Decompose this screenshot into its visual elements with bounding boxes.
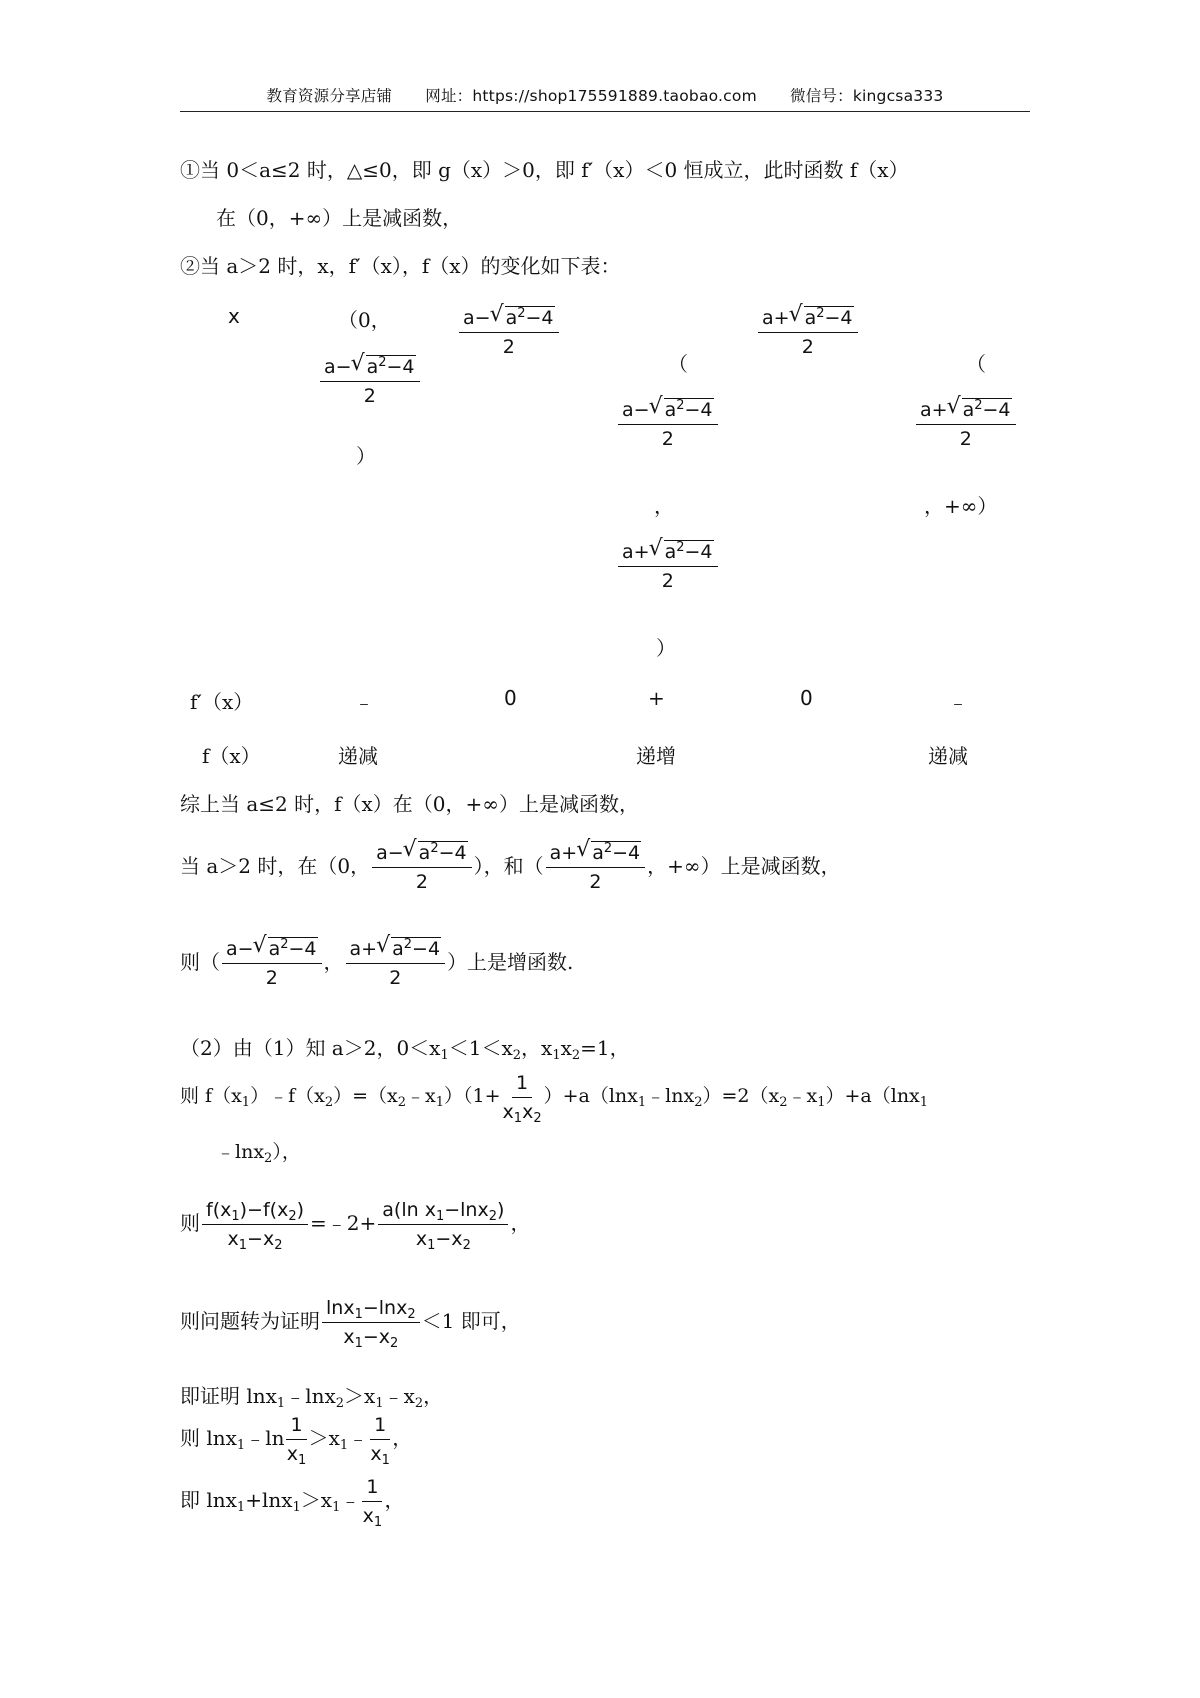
subscript: 1 xyxy=(435,1209,445,1224)
math-text: )−f(x xyxy=(239,1199,289,1221)
subscript: 1 xyxy=(298,1453,307,1468)
summary3-text-a: 则（ xyxy=(180,950,220,974)
fraction-upper-root xyxy=(756,306,860,359)
diff-text: ）﹣f（x xyxy=(250,1085,325,1107)
header-shop: 教育资源分享店铺 xyxy=(266,87,393,105)
table-row2-label: f′（x） xyxy=(190,690,254,714)
prove-line-2 xyxy=(180,1408,412,1468)
subscript: 2 xyxy=(288,1209,297,1224)
subscript: 2 xyxy=(512,1048,522,1063)
prove-text: 则 lnx xyxy=(180,1426,237,1450)
subscript: 1 xyxy=(354,1307,363,1322)
goal-text: ＜1 即可， xyxy=(421,1309,521,1333)
math-a-plus: a+ xyxy=(622,541,650,563)
math-text: lnx xyxy=(326,1297,355,1319)
subscript: 2 xyxy=(694,1095,703,1110)
math-tail: −4 xyxy=(684,541,713,563)
prove-text: ， xyxy=(384,1488,405,1512)
part2-line xyxy=(180,1034,630,1062)
math-den: 2 xyxy=(389,967,402,989)
math-a-minus: a− xyxy=(324,356,352,378)
math-exp: 2 xyxy=(603,841,613,856)
math-tail: −4 xyxy=(288,938,317,960)
subscript: 1 xyxy=(238,1238,248,1253)
math-x: x xyxy=(370,1443,382,1465)
math-text: a(ln x xyxy=(382,1199,436,1221)
math-num: 1 xyxy=(286,1413,306,1440)
subscript: 1 xyxy=(236,1500,246,1515)
math-a-plus: a+ xyxy=(349,938,378,960)
diff-text: ）=2（x xyxy=(702,1085,780,1107)
subscript: 1 xyxy=(637,1095,647,1110)
math-den: 2 xyxy=(363,385,376,407)
math-den: 2 xyxy=(661,428,674,450)
diff-text: ﹣x xyxy=(406,1085,436,1107)
prove-text: ﹣x xyxy=(383,1384,415,1408)
ratio-text: 则 xyxy=(180,1211,200,1235)
table-c3-open: （ xyxy=(668,352,688,376)
subscript: 2 xyxy=(488,1209,498,1224)
math-den: 2 xyxy=(415,871,428,893)
math-exp: 2 xyxy=(517,306,526,321)
subscript: 1 xyxy=(375,1396,384,1411)
math-text: ) xyxy=(296,1199,305,1221)
summary-line-2 xyxy=(180,836,841,896)
math-text: −x xyxy=(435,1228,463,1250)
subscript: 1 xyxy=(332,1500,341,1515)
table-row2-val-3: + xyxy=(648,686,665,710)
case2-line: ②当 a＞2 时，x，f′（x），f（x）的变化如下表： xyxy=(180,254,621,278)
summary3-text-c: ）上是增函数. xyxy=(447,950,574,974)
math-a-minus: a− xyxy=(622,399,650,421)
math-x: x xyxy=(362,1505,374,1527)
math-x: x xyxy=(415,1228,428,1250)
prove-text: ﹣ xyxy=(348,1426,369,1450)
diff-text: ）+a（lnx xyxy=(543,1085,638,1107)
page-header xyxy=(180,84,1030,106)
prove-text: 即证明 lnx xyxy=(180,1384,277,1408)
diff-text: 则 f（x xyxy=(180,1085,242,1107)
diff-text: ）， xyxy=(272,1141,301,1163)
math-exp: 2 xyxy=(430,841,439,856)
prove-text: ＞x xyxy=(344,1384,376,1408)
header-rule xyxy=(180,111,1030,112)
math-x: x xyxy=(522,1100,534,1123)
math-a: a xyxy=(392,938,404,960)
subscript: 1 xyxy=(440,1048,449,1063)
math-den: 2 xyxy=(661,570,674,592)
table-c3-comma: ， xyxy=(654,494,674,518)
table-row2-val-2: 0 xyxy=(504,686,517,710)
prove-text: ＞x xyxy=(308,1426,340,1450)
math-tail: −4 xyxy=(684,399,713,421)
diff-text: ）=（x xyxy=(333,1085,398,1107)
table-row1-label: x xyxy=(228,304,240,328)
table-row2-val-5: ﹣ xyxy=(948,690,968,714)
math-x: x xyxy=(502,1100,514,1123)
subscript: 1 xyxy=(292,1500,301,1515)
prove-text: ﹣ln xyxy=(245,1426,285,1450)
math-exp: 2 xyxy=(676,398,685,413)
prove-text: ＞x xyxy=(300,1488,333,1512)
math-text: ) xyxy=(497,1199,505,1221)
table-row3-val-2: 递增 xyxy=(636,744,676,768)
math-num: 1 xyxy=(512,1071,532,1098)
subscript: 2 xyxy=(533,1110,542,1126)
math-text: −x xyxy=(247,1228,275,1250)
table-c1-open: （0， xyxy=(338,308,391,332)
math-a-plus: a+ xyxy=(920,399,948,421)
subscript: 1 xyxy=(236,1438,246,1453)
fraction-lower-root xyxy=(457,306,561,359)
table-c3-close: ） xyxy=(656,636,676,660)
subscript: 1 xyxy=(427,1238,436,1253)
summary-line-3 xyxy=(180,932,573,992)
math-tail: −4 xyxy=(824,307,853,329)
subscript: 1 xyxy=(339,1438,349,1453)
math-a-minus: a− xyxy=(226,938,254,960)
p2-text-d: x xyxy=(560,1036,572,1060)
math-a: a xyxy=(268,938,281,960)
prove-text: ， xyxy=(423,1384,444,1408)
math-tail: −4 xyxy=(412,938,441,960)
subscript: 2 xyxy=(274,1238,283,1253)
subscript: 2 xyxy=(407,1307,416,1322)
math-a: a xyxy=(664,399,677,421)
math-tail: −4 xyxy=(612,842,641,864)
fraction-upper-root xyxy=(616,540,720,593)
header-wechat: 微信号：kingcsa333 xyxy=(790,87,944,105)
subscript: 2 xyxy=(324,1095,334,1110)
subscript: 2 xyxy=(335,1396,345,1411)
math-exp: 2 xyxy=(378,355,387,370)
subscript: 1 xyxy=(552,1048,561,1063)
subscript: 1 xyxy=(276,1396,286,1411)
p2-text-e: =1， xyxy=(580,1036,630,1060)
p2-text-a: （2）由（1）知 a＞2，0＜x xyxy=(180,1036,441,1060)
summary2-text-c: ，+∞）上是减函数， xyxy=(647,854,841,878)
table-row3-label: f（x） xyxy=(202,744,261,768)
fraction-lower-root xyxy=(616,398,720,451)
subscript: 1 xyxy=(231,1209,240,1224)
prove-text: ﹣lnx xyxy=(285,1384,336,1408)
fraction-lower-root xyxy=(318,355,422,408)
subscript: 2 xyxy=(571,1048,581,1063)
p2-text-c: ，x xyxy=(521,1036,553,1060)
math-a: a xyxy=(664,541,677,563)
math-a: a xyxy=(804,307,817,329)
math-exp: 2 xyxy=(676,540,685,555)
difference-line xyxy=(180,1066,928,1126)
goal-line xyxy=(180,1286,521,1356)
math-x: x xyxy=(343,1326,355,1348)
table-row2-val-1: ﹣ xyxy=(354,690,374,714)
math-den: 2 xyxy=(265,967,278,989)
math-a-minus: a− xyxy=(376,842,404,864)
math-den: 2 xyxy=(502,336,515,358)
table-c1-close: ） xyxy=(356,444,376,468)
math-x: x xyxy=(227,1228,239,1250)
math-a: a xyxy=(592,842,604,864)
subscript: 2 xyxy=(390,1336,399,1351)
subscript: 1 xyxy=(381,1453,390,1468)
subscript: 1 xyxy=(817,1095,826,1110)
math-text: −x xyxy=(362,1326,391,1348)
math-a: a xyxy=(366,356,379,378)
math-tail: −4 xyxy=(982,399,1011,421)
math-exp: 2 xyxy=(974,398,983,413)
subscript: 1 xyxy=(354,1336,363,1351)
math-text: f(x xyxy=(206,1199,232,1221)
math-exp: 2 xyxy=(280,937,289,952)
math-text: −lnx xyxy=(362,1297,408,1319)
p2-text-b: ＜1＜x xyxy=(448,1036,513,1060)
table-row2-val-4: 0 xyxy=(800,686,813,710)
case1-line-b: 在（0，+∞）上是减函数， xyxy=(216,206,463,230)
subscript: 2 xyxy=(397,1095,407,1110)
math-a: a xyxy=(505,307,518,329)
table-row3-val-1: 递减 xyxy=(338,744,378,768)
math-tail: −4 xyxy=(438,842,467,864)
math-a-plus: a+ xyxy=(762,307,790,329)
math-exp: 2 xyxy=(816,306,825,321)
math-a-minus: a− xyxy=(463,307,491,329)
summary2-text-a: 当 a＞2 时，在（0， xyxy=(180,854,371,878)
math-num: 1 xyxy=(362,1475,382,1502)
prove-text: +lnx xyxy=(245,1488,293,1512)
goal-text: 则问题转为证明 xyxy=(180,1309,320,1333)
subscript: 1 xyxy=(435,1095,445,1110)
table-row3-val-3: 递减 xyxy=(928,744,968,768)
math-a: a xyxy=(962,399,975,421)
prove-line-1 xyxy=(180,1382,443,1410)
subscript: 1 xyxy=(241,1095,251,1110)
fraction-upper-root xyxy=(914,398,1018,451)
subscript: 1 xyxy=(919,1095,929,1110)
summary2-text-b: ），和（ xyxy=(473,854,544,878)
math-a-plus: a+ xyxy=(549,842,578,864)
summary-line-1: 综上当 a≤2 时，f（x）在（0，+∞）上是减函数， xyxy=(180,792,639,816)
ratio-line xyxy=(180,1188,530,1258)
math-a: a xyxy=(418,842,431,864)
subscript: 2 xyxy=(264,1151,273,1166)
diff-text: ）（1+ xyxy=(444,1085,501,1107)
case1-line-a: ①当 0＜a≤2 时，△≤0，即 g（x）＞0，即 f′（x）＜0 恒成立，此时函数 f（x） xyxy=(180,158,909,182)
prove-text: ﹣ xyxy=(340,1488,361,1512)
subscript: 2 xyxy=(779,1095,788,1110)
subscript: 1 xyxy=(513,1110,523,1126)
prove-text: 即 lnx xyxy=(180,1488,237,1512)
prove-text: ， xyxy=(392,1426,413,1450)
prove-line-3 xyxy=(180,1470,404,1530)
math-exp: 2 xyxy=(403,937,413,952)
subscript: 2 xyxy=(414,1396,424,1411)
diff-text: ﹣lnx xyxy=(216,1141,265,1163)
header-site: 网址：https://shop175591889.taobao.com xyxy=(425,87,757,105)
math-tail: −4 xyxy=(386,356,415,378)
table-c5-close: ，+∞） xyxy=(924,494,998,518)
table-c5-open: （ xyxy=(966,352,986,376)
ratio-text: ， xyxy=(510,1211,531,1235)
ratio-text: =﹣2+ xyxy=(310,1211,377,1235)
math-text: −lnx xyxy=(444,1199,489,1221)
math-den: 2 xyxy=(959,428,972,450)
math-x: x xyxy=(286,1443,299,1465)
difference-line-cont xyxy=(216,1138,301,1166)
diff-text: ﹣x xyxy=(787,1085,818,1107)
math-tail: −4 xyxy=(525,307,554,329)
math-den: 2 xyxy=(801,336,814,358)
subscript: 1 xyxy=(373,1515,383,1530)
diff-text: ﹣lnx xyxy=(646,1085,695,1107)
math-den: 2 xyxy=(589,871,602,893)
diff-text: ）+a（lnx xyxy=(825,1085,920,1107)
summary3-text-b: ， xyxy=(323,950,344,974)
subscript: 2 xyxy=(462,1238,471,1253)
math-num: 1 xyxy=(370,1413,390,1440)
